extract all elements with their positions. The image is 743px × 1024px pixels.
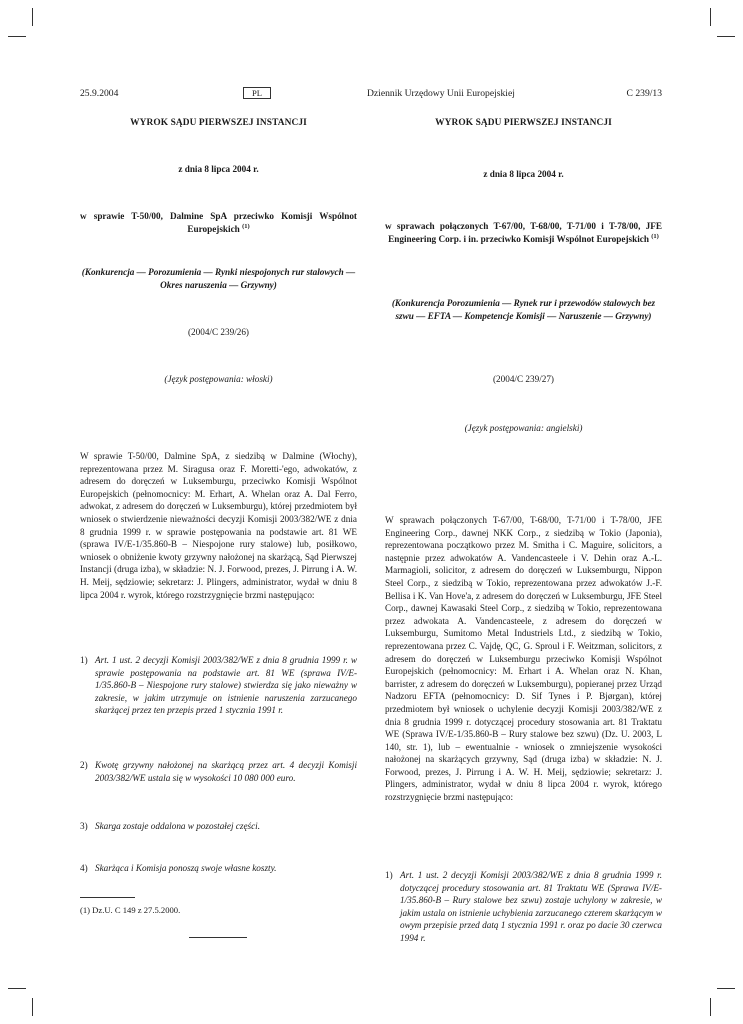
case-subject: [385, 220, 662, 245]
footnote-ref: (1): [242, 222, 250, 230]
crop-mark: [717, 36, 735, 37]
judgment-date: z dnia 8 lipca 2004 r.: [483, 169, 564, 179]
case-keywords: (Konkurencja Porozumienia — Rynek rur i przewodów stalowych bez szwu — EFTA — Kompetencje Komisji — Naruszenie — Grzywny): [391, 298, 656, 321]
ruling-item-number: 3): [80, 821, 88, 831]
case-subject: [80, 210, 357, 235]
crop-mark: [32, 8, 33, 26]
ruling-item-text: Art. 1 ust. 2 decyzji Komisji 2003/382/WE z dnia 8 grudnia 1999 r. dotyczącej procedury stosowania art. 81 Traktatu WE (Sprawa IV/E-1/35.860-B – Rury stalowe bez szwu) zostaje uchylony w zakresie, w jakim ustala on istnienie uchybienia zarzucanego czterem skarżącym w owym przepisie przed datą 1 stycznia 1991 r. oraz po dacie 30 czerwca 1994 r.: [400, 870, 662, 943]
ruling-item: [80, 654, 357, 717]
judgment-date: z dnia 8 lipca 2004 r.: [178, 164, 259, 174]
crop-mark: [710, 8, 711, 26]
header-date: 25.9.2004: [80, 88, 119, 99]
crop-mark: [8, 988, 26, 989]
case-reference: (2004/C 239/26): [188, 327, 249, 337]
case-subject-text: w sprawie T-50/00, Dalmine SpA przeciwko Komisji Wspólnot Europejskich: [80, 211, 357, 234]
end-rule: [189, 937, 247, 938]
judgment-title: WYROK SĄDU PIERWSZEJ INSTANCJI: [435, 118, 612, 128]
case-reference: (2004/C 239/27): [493, 374, 554, 384]
ruling-item: [80, 820, 357, 833]
case-language: (Język postępowania: angielski): [464, 423, 583, 433]
crop-mark: [717, 988, 735, 989]
judgment-title: WYROK SĄDU PIERWSZEJ INSTANCJI: [130, 118, 307, 128]
case-body: W sprawie T-50/00, Dalmine SpA, z siedzibą w Dalmine (Włochy), reprezentowana przez M. Siragusa oraz F. Moretti-'ego, adwokatów, z adresem do doręczeń w Luksemburgu, przeciwko Komisji Wspólnot Europejskich (pełnomocnicy: M. Erhart, A. Whelan oraz A. Dal Ferro, adwokat, z adresem do doręczeń w Luksemburgu), której przedmiotem był wniosek o stwierdzenie nieważności decyzji Komisji 2003/382/WE z dnia 8 grudnia 1999 r. w sprawie postępowania na podstawie art. 81 WE (sprawa IV/E-1/35.860-B – Niespojone rury stalowe) lub, posiłkowo, wniosek o obniżenie kwoty grzywny nałożonej na skarżącą, Sąd Pierwszej Instancji (druga izba), w składzie: N. J. Forwood, prezes, J. Pirrung i A. W. H. Meij, sędziowie; sekretarz: J. Plingers, administrator, wydał w dniu 8 lipca 2004 r. wyrok, którego rozstrzygnięcie brzmi następująco:: [80, 451, 357, 600]
ruling-item-number: 2): [80, 760, 88, 770]
crop-mark: [8, 36, 26, 37]
case-language: (Język postępowania: włoski): [164, 374, 273, 384]
case-body: W sprawach połączonych T-67/00, T-68/00, T-71/00 i T-78/00, JFE Engineering Corp., dawnej NKK Corp., z siedzibą w Tokio (Japonia), reprezentowana początkowo przez M. Smitha i C. Maguire, solicitors, a następnie przez adwokatów A. Vandencasteele i V. Dehin oraz A.-L. Marmagioli, solicitor, z adresem do doręczeń w Luksemburgu, Nippon Steel Corp., z siedzibą w Tokio, reprezentowana przez adwokatów J.-F. Bellisa i K. Van Hove'a, z adresem do doręczeń w Luksemburgu, JFE Steel Corp., dawnej Kawasaki Steel Corp., z siedzibą w Tokio, reprezentowana przez adwokata A. Vandencasteele, z adresem do doręczeń w Luksemburgu, Sumitomo Metal Industriels Ltd., z siedzibą w Tokio, reprezentowana przez C. Vajdę, QC, G. Sproul i F. Weitzman, solicitors, z adresem do doręczeń w Luksemburgu przeciwko Komisji Wspólnot Europejskich (pełnomocnicy: M. Erhart i A. Whelan oraz N. Khan, barrister, z adresem do doręczeń w Luksemburgu), popieranej przez Urząd Nadzoru EFTA (pełnomocnicy: D. Sif Tynes i P. Bjørgan), której przedmiotem był wniosek o uchylenie decyzji Komisji 2003/382/WE z dnia 8 grudnia 1999 r. dotyczącej procedury stosowania art. 81 Traktatu WE (Sprawa IV/E-1/35.860-B – Rury stalowe bez szwu) (Dz. U. 2003, L 140, str. 1), lub – ewentualnie - wniosek o zmniejszenie wysokości nałożonej na skarżących grzywny, Sąd (druga izba) w składzie: N. J. Forwood, prezes, J. Pirrung i A. W. H. Meij, sędziowie; sekretarz: J. Plingers, administrator, wydał w dniu 8 lipca 2004 r. wyrok, którego rozstrzygnięcie brzmi następująco:: [385, 515, 662, 803]
footnote-rule: [80, 897, 135, 898]
ruling-item-text: Skarżąca i Komisja ponoszą swoje własne koszty.: [95, 863, 277, 873]
case-subject-text: w sprawach połączonych T-67/00, T-68/00, T-71/00 i T-78/00, JFE Engineering Corp. i in. przeciwko Komisji Wspólnot Europejskich: [385, 221, 662, 244]
crop-mark: [710, 998, 711, 1016]
footnote: (1) Dz.U. C 149 z 27.5.2000.: [80, 905, 181, 915]
ruling-item-number: 1): [385, 870, 393, 880]
footnote-ref: (1): [651, 232, 659, 240]
ruling-item: [385, 869, 662, 945]
case-keywords: (Konkurencja — Porozumienia — Rynki niespojonych rur stalowych — Okres naruszenia — Grzywny): [81, 267, 356, 290]
ruling-item-text: Art. 1 ust. 2 decyzji Komisji 2003/382/WE z dnia 8 grudnia 1999 r. w sprawie postępowania na podstawie art. 81 WE (sprawa IV/E-1/35.860-B – Niespojone rury stalowe) stwierdza się jako nieważny w zakresie, w jakim utrzymuje on istnienie naruszenia zarzucanego skarżącej przez ten przepis przed 1 stycznia 1991 r.: [95, 655, 357, 716]
page-number: C 239/13: [626, 88, 662, 99]
ruling-item-text: Skarga zostaje oddalona w pozostałej części.: [95, 821, 261, 831]
ruling-item-number: 4): [80, 863, 88, 873]
page-header: [80, 88, 662, 102]
ruling-item-number: 1): [80, 655, 88, 665]
journal-title: Dziennik Urzędowy Unii Europejskiej: [367, 88, 515, 99]
ruling-item: [80, 862, 357, 875]
ruling-item-text: Kwotę grzywny nałożonej na skarżącą przez art. 4 decyzji Komisji 2003/382/WE ustala się w wysokości 10 080 000 euro.: [95, 760, 357, 783]
language-code-box: PL: [243, 87, 271, 99]
crop-mark: [32, 998, 33, 1016]
ruling-item: [80, 759, 357, 784]
